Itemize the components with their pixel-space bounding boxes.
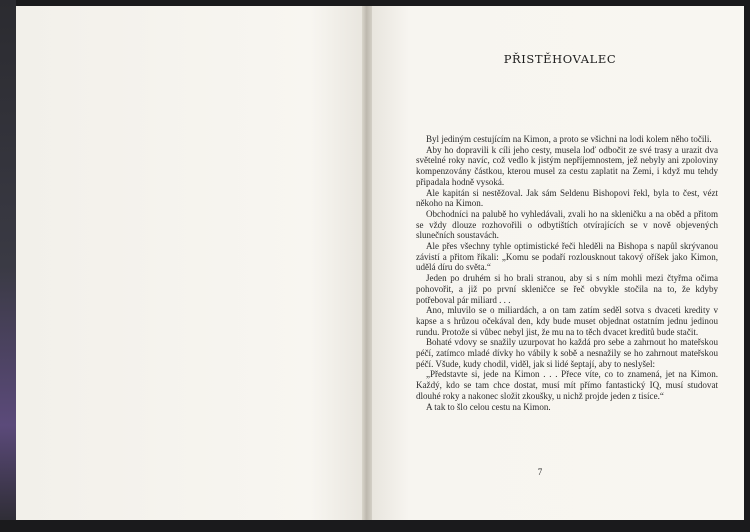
paragraph: Ale přes všechny tyhle optimistické řeči hleděli na Bishopa s napůl skrývanou závistí a přitom říkali: „Komu se podaří rozlousknout takový oříšek jako Kimon, udělá díru do světa.“ xyxy=(416,241,718,273)
paragraph: Ano, mluvilo se o miliardách, a on tam zatím seděl sotva s dvaceti kredity v kapse a s hrůzou očekával den, kdy bude muset objednat ostatním jednu jedinou rundu. Protože si vůbec nebyl jist, že mu na to těch dvacet kreditů bude stačit. xyxy=(416,305,718,337)
left-page-blank xyxy=(16,6,362,520)
book-cover-edge xyxy=(0,0,16,532)
background-bottom xyxy=(0,520,750,532)
paragraph: Jeden po druhém si ho brali stranou, aby si s ním mohli mezi čtyřma očima pohovořit, a již po první skleničce se řeč obvykle stočila na to, že kdyby potřeboval pár miliard . . . xyxy=(416,273,718,305)
book-spine xyxy=(362,6,372,520)
chapter-title: PŘISTĚHOVALEC xyxy=(503,52,617,66)
book-cover-edge-right xyxy=(744,0,750,532)
paragraph: Bohaté vdovy se snažily uzurpovat ho každá pro sebe a zahrnout ho mateřskou péčí, zatímco mladé dívky ho vábily k sobě a nesnažily se ho zahrnout mateřskou péčí. Všude, kudy chodil, viděl, jak si lidé šeptají, aby to neslyšel: xyxy=(416,337,718,369)
page-number: 7 xyxy=(537,467,543,477)
paragraph: Byl jediným cestujícím na Kimon, a proto se všichni na lodi kolem něho točili. xyxy=(426,134,712,144)
paragraph: Obchodníci na palubě ho vyhledávali, zvali ho na skleničku a na oběd a přitom se vždy dlouze rozhovořili o odbytištích otvírajících se v nově objevených slunečních soustavách. xyxy=(416,208,718,241)
paragraph: Ale kapitán si nestěžoval. Jak sám Seldenu Bishopovi řekl, byla to čest, vézt někoho na Kimon. xyxy=(416,187,718,209)
paragraph: Aby ho dopravili k cíli jeho cesty, musela loď odbočit ze své trasy a urazit dva světelné roky navíc, což vedlo k jistým nepříjemnostem, jež nebyly ani zpoloviny kompenzovány částkou, kterou musel za cestu zaplatit na Zemi, i když mu tehdy připadala hodně vysoká. xyxy=(416,144,718,187)
chapter-text xyxy=(416,134,718,412)
paragraph: A tak to šlo celou cestu na Kimon. xyxy=(426,401,551,412)
paragraph: „Představte si, jede na Kimon . . . Přece víte, co to znamená, jet na Kimon. Každý, kdo se tam chce dostat, musí mít přímo fantastický IQ, musí studovat dlouhé roky a nakonec složit zkoušky, u nichž projde jeden z tisíce.“ xyxy=(416,369,718,401)
